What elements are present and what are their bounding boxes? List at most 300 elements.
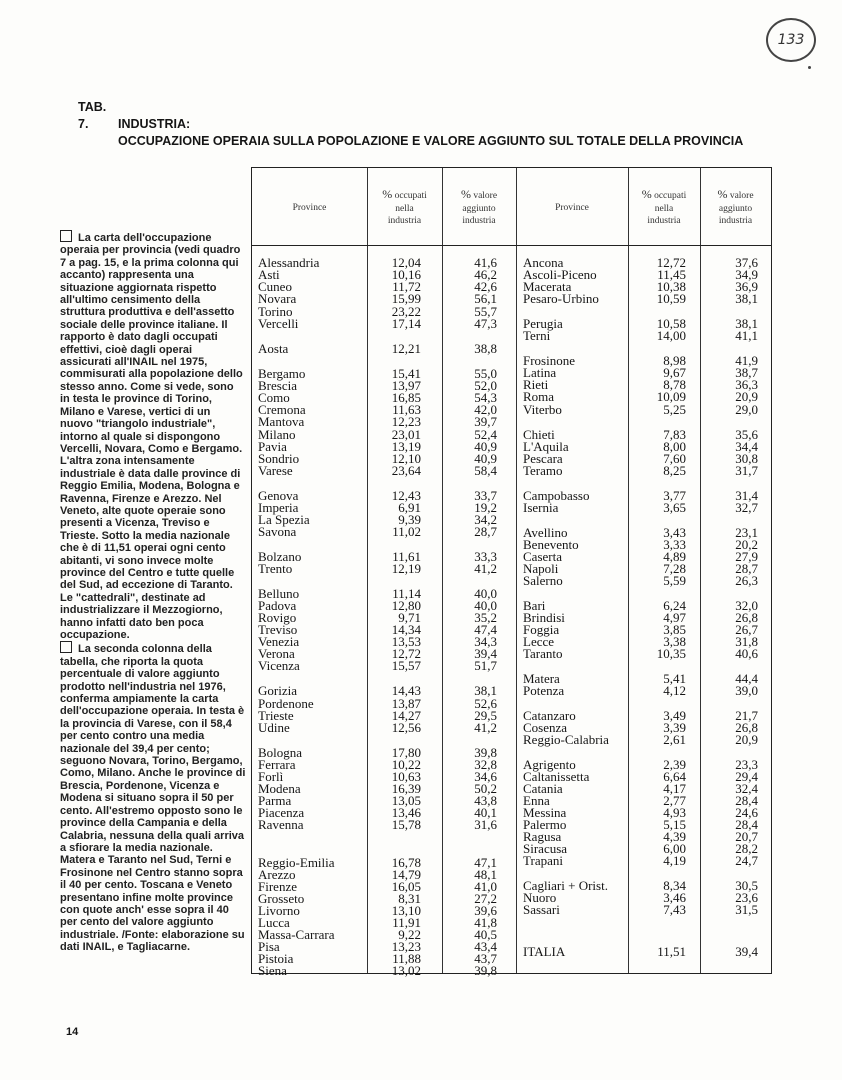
valore-value: 24,6 — [735, 805, 758, 820]
province-name: Pordenone — [258, 696, 314, 711]
occupati-value: 12,21 — [391, 341, 421, 356]
occupati-value: 7,43 — [663, 902, 686, 917]
occupati-value: 7,60 — [663, 451, 686, 466]
valore-value: 47,3 — [474, 316, 497, 331]
page-number: 14 — [66, 1026, 79, 1038]
table-subtitle: OCCUPAZIONE OPERAIA SULLA POPOLAZIONE E VALORE AGGIUNTO SUL TOTALE DELLA PROVINCIA — [118, 134, 744, 148]
valore-value: 52,4 — [474, 427, 497, 442]
occupati-value: 8,25 — [663, 463, 686, 478]
valore-value: 32,7 — [735, 500, 758, 515]
province-name: Livorno — [258, 903, 300, 918]
province-name: Imperia — [258, 500, 299, 515]
province-name: Ascoli-Piceno — [523, 267, 597, 282]
valore-value: 34,6 — [474, 769, 497, 784]
valore-value: 41,0 — [474, 879, 497, 894]
occupati-value: 4,17 — [663, 781, 686, 796]
occupati-value: 9,67 — [663, 365, 686, 380]
province-name: Lecce — [523, 634, 555, 649]
header-valore-left: % valore aggiunto industria — [460, 187, 498, 226]
occupati-value: 15,41 — [391, 366, 421, 381]
data-table — [251, 167, 772, 978]
valore-value: 43,4 — [474, 939, 497, 954]
valore-value: 44,4 — [735, 671, 758, 686]
valore-value: 29,5 — [474, 708, 497, 723]
occupati-value: 3,77 — [663, 488, 686, 503]
commentary-paragraph-2 — [60, 641, 246, 953]
valore-value: 23,6 — [735, 890, 758, 905]
occupati-value: 11,88 — [392, 951, 421, 966]
province-name: Savona — [258, 524, 297, 539]
occupati-value: 4,89 — [663, 549, 686, 564]
province-name: Napoli — [523, 561, 559, 576]
column-divider — [516, 168, 517, 973]
province-name: Gorizia — [258, 683, 297, 698]
commentary-text-2: La seconda colonna della tabella, che riporta la quota percentuale di valore aggiunto prodotto nell'industria nel 1976, conferma ampiamente la carta dell'occupazione operaia. In testa è la provincia di Varese, con il 58,4 per cento contro una media nazionale del 39,4 per cento; seguono Novara, Torino, Bergamo, Como, Milano. Anche le province di Brescia, Pordenone, Vicenza e Modena si situano sopra il 50 per cento. All'estremo opposto sono le province della Campania e della Calabria, nessuna della quali arriva a sfiorare la media nazionale. Matera e Taranto nel Sud, Terni e Frosinone nel Centro stanno sopra il 40 per cento. Toscana e Veneto presentano infine molte province con quote anch' esse sopra il 40 per cento del valore aggiunto industriale. /Fonte: elaborazione su dati INAIL, e Tagliacarne. — [60, 643, 246, 954]
occupati-value: 11,45 — [657, 267, 686, 282]
province-name: Belluno — [258, 586, 300, 601]
valore-value: 33,7 — [474, 488, 497, 503]
occupati-value: 8,34 — [663, 878, 686, 893]
valore-value: 40,5 — [474, 927, 497, 942]
province-name: Viterbo — [523, 402, 562, 417]
valore-value: 40,0 — [474, 586, 497, 601]
province-name: Ancona — [523, 255, 564, 270]
province-name: Reggio-Emilia — [258, 855, 335, 870]
valore-value: 24,7 — [735, 853, 758, 868]
province-name: Messina — [523, 805, 567, 820]
valore-value: 33,3 — [474, 549, 497, 564]
valore-value: 30,8 — [735, 451, 758, 466]
occupati-value: 3,46 — [663, 890, 686, 905]
valore-value: 26,7 — [735, 622, 758, 637]
valore-value: 39,4 — [735, 944, 758, 959]
occupati-value: 15,57 — [391, 658, 421, 673]
province-name: Cremona — [258, 402, 306, 417]
valore-value: 26,3 — [735, 573, 758, 588]
valore-value: 20,9 — [735, 732, 758, 747]
valore-value: 58,4 — [474, 463, 497, 478]
occupati-value: 11,63 — [392, 402, 421, 417]
valore-value: 35,6 — [735, 427, 758, 442]
valore-value: 42,6 — [474, 279, 497, 294]
occupati-value: 15,99 — [391, 291, 421, 306]
occupati-value: 7,28 — [663, 561, 686, 576]
occupati-value: 3,49 — [663, 708, 686, 723]
valore-value: 39,0 — [735, 683, 758, 698]
province-name: Trapani — [523, 853, 563, 868]
occupati-value: 9,39 — [398, 512, 421, 527]
valore-value: 26,8 — [735, 610, 758, 625]
province-name: Campobasso — [523, 488, 590, 503]
commentary-column — [60, 230, 246, 954]
occupati-value: 12,80 — [391, 598, 421, 613]
valore-value: 23,1 — [735, 525, 758, 540]
occupati-value: 3,43 — [663, 525, 686, 540]
header-valore-right: % valore aggiunto industria — [717, 187, 754, 226]
valore-value: 54,3 — [474, 390, 497, 405]
province-name: Macerata — [523, 279, 572, 294]
valore-value: 41,9 — [735, 353, 758, 368]
province-name: Bari — [523, 598, 546, 613]
occupati-value: 13,23 — [391, 939, 421, 954]
province-name: Perugia — [523, 316, 563, 331]
occupati-value: 10,35 — [656, 646, 686, 661]
ink-dot — [808, 66, 811, 69]
valore-value: 19,2 — [474, 500, 497, 515]
valore-value: 40,9 — [474, 439, 497, 454]
province-name: Foggia — [523, 622, 560, 637]
valore-value: 28,4 — [735, 817, 758, 832]
valore-value: 41,2 — [474, 720, 497, 735]
province-name: Udine — [258, 720, 290, 735]
valore-value: 32,8 — [474, 757, 497, 772]
occupati-value: 7,83 — [663, 427, 686, 442]
valore-value: 37,6 — [735, 255, 758, 270]
occupati-value: 10,09 — [656, 389, 686, 404]
valore-value: 34,9 — [735, 267, 758, 282]
occupati-value: 13,10 — [391, 903, 421, 918]
province-name: Vicenza — [258, 658, 300, 673]
occupati-value: 8,78 — [663, 377, 686, 392]
valore-value: 56,1 — [474, 291, 497, 306]
valore-value: 40,1 — [474, 805, 497, 820]
occupati-value: 3,65 — [663, 500, 686, 515]
occupati-value: 11,14 — [392, 586, 421, 601]
valore-value: 55,0 — [474, 366, 497, 381]
page-stamp — [766, 18, 816, 62]
table-title — [78, 99, 743, 150]
valore-value: 47,4 — [474, 622, 497, 637]
province-name: Novara — [258, 291, 297, 306]
header-occupati-left: % occupati nella industria — [382, 187, 427, 226]
table-heading: INDUSTRIA: — [118, 117, 191, 131]
occupati-value: 16,39 — [391, 781, 421, 796]
occupati-value: 13,19 — [391, 439, 421, 454]
province-name: Trento — [258, 561, 293, 576]
province-name: Isernia — [523, 500, 559, 515]
valore-value: 38,1 — [735, 291, 758, 306]
occupati-value: 4,97 — [663, 610, 686, 625]
header-province-left: Province — [292, 203, 327, 213]
valore-value: 41,6 — [474, 255, 497, 270]
valore-value: 38,1 — [474, 683, 497, 698]
occupati-value: 2,39 — [663, 757, 686, 772]
province-name: Cosenza — [523, 720, 568, 735]
valore-value: 34,4 — [735, 439, 758, 454]
valore-value: 29,4 — [735, 769, 758, 784]
province-name: Pesaro-Urbino — [523, 291, 599, 306]
province-name: Verona — [258, 646, 295, 661]
valore-value: 36,9 — [735, 279, 758, 294]
occupati-value: 17,80 — [391, 745, 421, 760]
occupati-value: 14,27 — [391, 708, 421, 723]
province-name: Treviso — [258, 622, 298, 637]
occupati-value: 10,58 — [656, 316, 686, 331]
province-name: Massa-Carrara — [258, 927, 335, 942]
province-name: Milano — [258, 427, 296, 442]
province-name: Ragusa — [523, 829, 562, 844]
occupati-value: 10,59 — [656, 291, 686, 306]
valore-value: 34,2 — [474, 512, 497, 527]
valore-value: 48,1 — [474, 867, 497, 882]
valore-value: 31,6 — [474, 817, 497, 832]
occupati-value: 8,98 — [663, 353, 686, 368]
valore-value: 51,7 — [474, 658, 497, 673]
province-name: Latina — [523, 365, 557, 380]
occupati-value: 16,05 — [391, 879, 421, 894]
province-name: Bologna — [258, 745, 303, 760]
province-name: Avellino — [523, 525, 568, 540]
occupati-value: 10,22 — [391, 757, 421, 772]
valore-value: 20,7 — [735, 829, 758, 844]
occupati-value: 3,33 — [663, 537, 686, 552]
valore-value: 50,2 — [474, 781, 497, 796]
occupati-value: 23,22 — [391, 304, 421, 319]
province-name: L'Aquila — [523, 439, 569, 454]
occupati-value: 8,31 — [398, 891, 421, 906]
valore-value: 38,1 — [735, 316, 758, 331]
occupati-value: 4,12 — [663, 683, 686, 698]
table-number: TAB. 7. — [78, 100, 107, 131]
valore-value: 31,4 — [735, 488, 758, 503]
province-name: Arezzo — [258, 867, 296, 882]
valore-value: 31,8 — [735, 634, 758, 649]
occupati-value: 4,93 — [663, 805, 686, 820]
province-name: Catanzaro — [523, 708, 576, 723]
occupati-value: 23,64 — [391, 463, 421, 478]
valore-value: 38,7 — [735, 365, 758, 380]
valore-value: 21,7 — [735, 708, 758, 723]
occupati-value: 3,39 — [663, 720, 686, 735]
stamp-number: 133 — [777, 32, 805, 48]
province-name: Sondrio — [258, 451, 300, 466]
province-name: Grosseto — [258, 891, 305, 906]
occupati-value: 12,10 — [391, 451, 421, 466]
valore-value: 43,8 — [474, 793, 497, 808]
province-name: Agrigento — [523, 757, 576, 772]
province-name: Lucca — [258, 915, 290, 930]
valore-value: 39,7 — [474, 414, 497, 429]
province-name: Caltanissetta — [523, 769, 590, 784]
valore-value: 40,6 — [735, 646, 758, 661]
valore-value: 32,0 — [735, 598, 758, 613]
valore-value: 39,8 — [474, 963, 497, 978]
occupati-value: 13,87 — [391, 696, 421, 711]
valore-value: 41,8 — [474, 915, 497, 930]
valore-value: 39,8 — [474, 745, 497, 760]
occupati-value: 6,24 — [663, 598, 686, 613]
province-name: Rovigo — [258, 610, 297, 625]
valore-value: 32,4 — [735, 781, 758, 796]
valore-value: 28,7 — [735, 561, 758, 576]
valore-value: 41,2 — [474, 561, 497, 576]
province-name: Terni — [523, 328, 551, 343]
valore-value: 31,5 — [735, 902, 758, 917]
occupati-value: 12,23 — [391, 414, 421, 429]
province-name: Enna — [523, 793, 550, 808]
province-name: Nuoro — [523, 890, 557, 905]
occupati-value: 3,85 — [663, 622, 686, 637]
occupati-value: 15,78 — [391, 817, 421, 832]
occupati-value: 17,14 — [391, 316, 421, 331]
province-name: Aosta — [258, 341, 289, 356]
occupati-value: 6,91 — [398, 500, 421, 515]
province-name: Piacenza — [258, 805, 305, 820]
valore-value: 28,4 — [735, 793, 758, 808]
occupati-value: 3,38 — [663, 634, 686, 649]
province-name: Benevento — [523, 537, 579, 552]
province-name: Varese — [258, 463, 293, 478]
province-name: Como — [258, 390, 290, 405]
province-name: Reggio-Calabria — [523, 732, 609, 747]
province-name: Taranto — [523, 646, 563, 661]
valore-value: 31,7 — [735, 463, 758, 478]
occupati-value: 11,02 — [392, 524, 421, 539]
occupati-value: 13,46 — [391, 805, 421, 820]
occupati-value: 16,78 — [391, 855, 421, 870]
occupati-value: 5,25 — [663, 402, 686, 417]
province-name: Pistoia — [258, 951, 294, 966]
occupati-value: 14,79 — [391, 867, 421, 882]
province-name: Roma — [523, 389, 555, 404]
occupati-value: 12,04 — [391, 255, 421, 270]
province-name: Salerno — [523, 573, 563, 588]
province-name: Potenza — [523, 683, 565, 698]
occupati-value: 9,22 — [398, 927, 421, 942]
province-name: Forlì — [258, 769, 284, 784]
occupati-value: 13,97 — [391, 378, 421, 393]
valore-value: 27,9 — [735, 549, 758, 564]
valore-value: 52,0 — [474, 378, 497, 393]
province-name: Brindisi — [523, 610, 565, 625]
province-name: Asti — [258, 267, 280, 282]
province-name: Alessandria — [258, 255, 320, 270]
occupati-value: 23,01 — [391, 427, 421, 442]
province-name: Parma — [258, 793, 292, 808]
province-name: Genova — [258, 488, 299, 503]
occupati-value: 6,00 — [663, 841, 686, 856]
province-name: Padova — [258, 598, 297, 613]
occupati-value: 13,53 — [391, 634, 421, 649]
valore-value: 23,3 — [735, 757, 758, 772]
province-name: Chieti — [523, 427, 555, 442]
occupati-value: 12,72 — [391, 646, 421, 661]
occupati-value: 14,34 — [391, 622, 421, 637]
province-name: La Spezia — [258, 512, 310, 527]
header-rule — [252, 245, 771, 246]
valore-value: 34,3 — [474, 634, 497, 649]
valore-value: 20,2 — [735, 537, 758, 552]
province-name: Vercelli — [258, 316, 299, 331]
occupati-value: 4,19 — [663, 853, 686, 868]
valore-value: 43,7 — [474, 951, 497, 966]
occupati-value: 14,00 — [656, 328, 686, 343]
province-name: Venezia — [258, 634, 300, 649]
occupati-value: 14,43 — [391, 683, 421, 698]
province-name: Pisa — [258, 939, 280, 954]
province-name: Brescia — [258, 378, 297, 393]
valore-value: 20,9 — [735, 389, 758, 404]
occupati-value: 13,05 — [391, 793, 421, 808]
checkbox-bullet-icon — [60, 230, 72, 242]
valore-value: 47,1 — [474, 855, 497, 870]
occupati-value: 11,91 — [392, 915, 421, 930]
province-name: Siracusa — [523, 841, 568, 856]
province-name: Modena — [258, 781, 301, 796]
occupati-value: 10,63 — [391, 769, 421, 784]
province-name: ITALIA — [523, 944, 566, 959]
province-name: Palermo — [523, 817, 567, 832]
valore-value: 42,0 — [474, 402, 497, 417]
occupati-value: 16,85 — [391, 390, 421, 405]
province-name: Cuneo — [258, 279, 292, 294]
valore-value: 39,6 — [474, 903, 497, 918]
occupati-value: 12,56 — [391, 720, 421, 735]
checkbox-bullet-icon — [60, 641, 72, 653]
occupati-value: 11,61 — [392, 549, 421, 564]
occupati-value: 11,72 — [392, 279, 421, 294]
header-occupati-right: % occupati nella industria — [641, 187, 687, 226]
occupati-value: 5,41 — [663, 671, 686, 686]
valore-value: 28,2 — [735, 841, 758, 856]
valore-value: 28,7 — [474, 524, 497, 539]
valore-value: 27,2 — [474, 891, 497, 906]
province-name: Bergamo — [258, 366, 306, 381]
valore-value: 40,9 — [474, 451, 497, 466]
occupati-value: 10,38 — [656, 279, 686, 294]
province-name: Teramo — [523, 463, 563, 478]
valore-value: 36,3 — [735, 377, 758, 392]
province-name: Firenze — [258, 879, 297, 894]
province-name: Caserta — [523, 549, 562, 564]
occupati-value: 5,59 — [663, 573, 686, 588]
province-name: Torino — [258, 304, 293, 319]
valore-value: 46,2 — [474, 267, 497, 282]
occupati-value: 10,16 — [391, 267, 421, 282]
province-name: Rieti — [523, 377, 549, 392]
province-name: Trieste — [258, 708, 294, 723]
province-name: Mantova — [258, 414, 305, 429]
valore-value: 41,1 — [735, 328, 758, 343]
occupati-value: 8,00 — [663, 439, 686, 454]
occupati-value: 2,77 — [663, 793, 686, 808]
province-name: Ferrara — [258, 757, 296, 772]
province-name: Sassari — [523, 902, 560, 917]
province-name: Siena — [258, 963, 287, 978]
commentary-text-1: La carta dell'occupazione operaia per provincia (vedi quadro 7 a pag. 15, e la prima colonna qui accanto) rappresenta una situazione aggiornata rispetto all'ultimo censimento della struttura produttiva e dell'assetto sociale delle province italiane. Il rapporto è dato dagli occupati effettivi, cioè dagli operai assicurati all'INAIL nel 1975, commisurati alla popolazione dello stesso anno. Come si vede, sono in testa le province di Torino, Milano e Varese, vertici di un nuovo "triangolo industriale", intorno al quale si dispongono Vercelli, Novara, Como e Bergamo. L'altra zona intensamente industriale è data dalle province di Reggio Emilia, Modena, Bologna e Ravenna, Firenze e Arezzo. Nel Veneto, alte quote operaie sono presenti a Vicenza, Treviso e Trieste. Sotto la media nazionale che è di 11,51 operai ogni cento abitanti, vi sono invece molte province del Centro e tutte quelle del Sud, ad eccezione di Taranto. Le "cattedrali", destinate ad industrializzare il Mezzogiorno, hanno infatti dato ben poca occupazione. — [60, 232, 243, 641]
valore-value: 40,0 — [474, 598, 497, 613]
header-province-right: Province — [555, 203, 589, 213]
occupati-value: 12,19 — [391, 561, 421, 576]
valore-value: 29,0 — [735, 402, 758, 417]
province-name: Ravenna — [258, 817, 304, 832]
province-name: Cagliari + Orist. — [523, 878, 608, 893]
province-name: Pavia — [258, 439, 287, 454]
occupati-value: 11,51 — [657, 944, 686, 959]
province-name: Matera — [523, 671, 560, 686]
occupati-value: 12,72 — [656, 255, 686, 270]
occupati-value: 13,02 — [391, 963, 421, 978]
commentary-paragraph-1 — [60, 230, 246, 641]
valore-value: 55,7 — [474, 304, 497, 319]
occupati-value: 2,61 — [663, 732, 686, 747]
province-name: Pescara — [523, 451, 563, 466]
province-name: Bolzano — [258, 549, 302, 564]
valore-value: 26,8 — [735, 720, 758, 735]
valore-value: 38,8 — [474, 341, 497, 356]
valore-value: 52,6 — [474, 696, 497, 711]
valore-value: 35,2 — [474, 610, 497, 625]
